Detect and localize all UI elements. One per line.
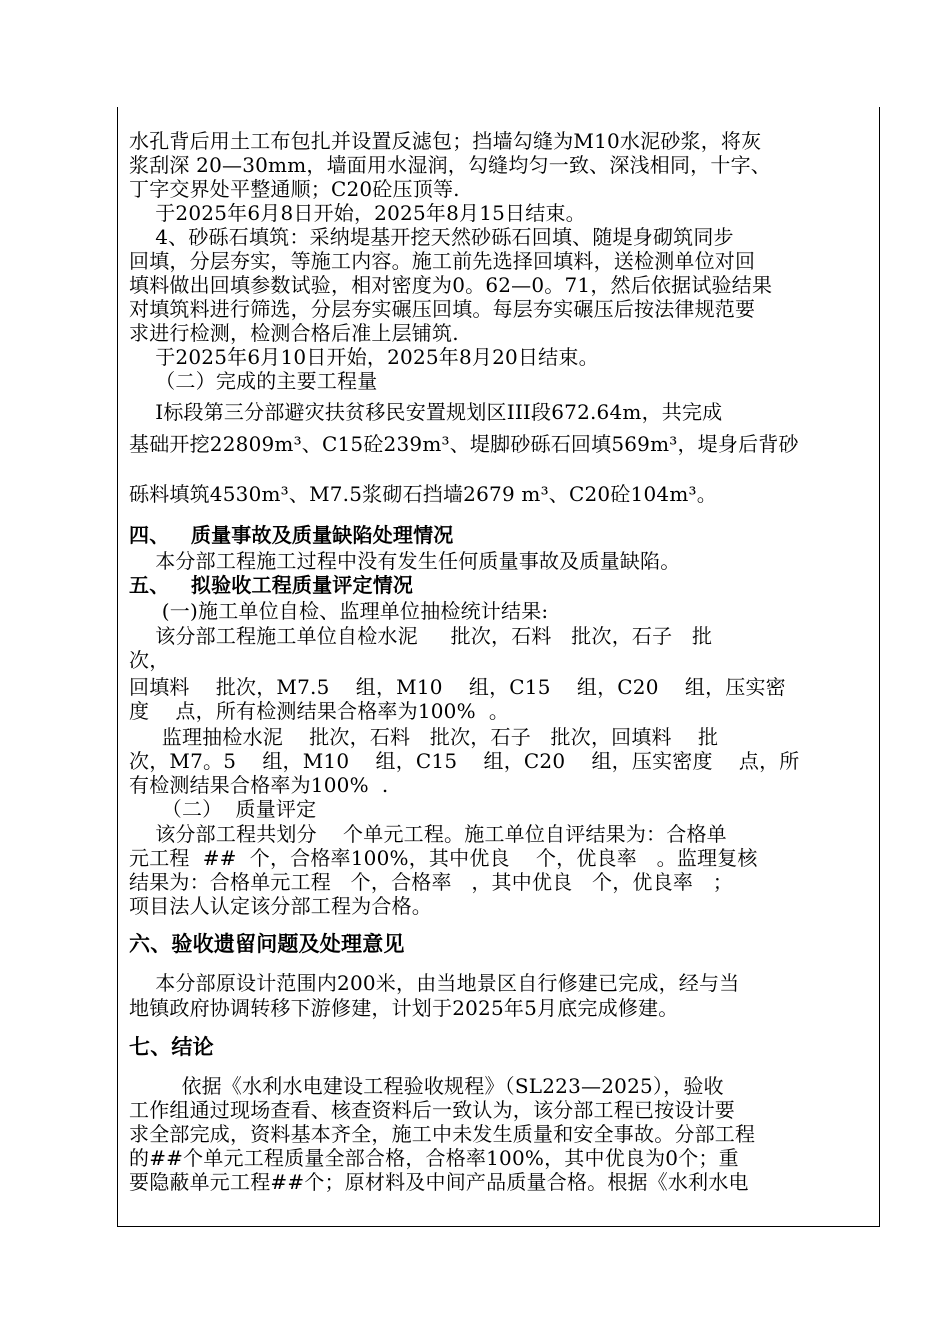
section6-heading: 六、验收遗留问题及处理意见 xyxy=(129,931,405,956)
text-line: 次，M7。5 组，M10 组，C15 组，C20 组，压实密度 点，所 xyxy=(129,749,800,773)
text-line: 本分部工程施工过程中没有发生任何质量事故及质量缺陷。 xyxy=(129,549,681,573)
text-line: 有检测结果合格率为100% . xyxy=(129,773,389,797)
text-line: (一)施工单位自检、监理单位抽检统计结果: xyxy=(129,599,549,623)
text-line: （二）完成的主要工程量 xyxy=(129,369,378,393)
text-line: 4、砂砾石填筑：采纳堤基开挖天然砂砾石回填、随堤身砌筑同步 xyxy=(129,225,734,249)
text-line: （二） 质量评定 xyxy=(129,797,317,821)
text-line: 求进行检测，检测合格后准上层铺筑. xyxy=(129,321,459,345)
text-line: 对填筑料进行筛选，分层夯实碾压回填。每层夯实碾压后按法律规范要 xyxy=(129,297,756,321)
text-line: 项目法人认定该分部工程为合格。 xyxy=(129,894,432,918)
text-line: 于2025年6月8日开始，2025年8月15日结束。 xyxy=(129,201,586,225)
text-line: 砾料填筑4530m³、M7.5浆砌石挡墙2679 m³、C20砼104m³。 xyxy=(129,482,717,506)
text-line: 该分部工程共划分 个单元工程。施工单位自评结果为：合格单 xyxy=(129,822,727,846)
section5-heading: 五、 拟验收工程质量评定情况 xyxy=(129,573,414,597)
text-line: 次， xyxy=(129,648,170,672)
section4-heading: 四、 质量事故及质量缺陷处理情况 xyxy=(129,523,454,547)
text-line: 度 点，所有检测结果合格率为100% 。 xyxy=(129,699,510,723)
text-line: I标段第三分部避灾扶贫移民安置规划区III段672.64m，共完成 xyxy=(129,400,723,424)
text-line: 监理抽检水泥 批次，石料 批次，石子 批次，回填料 批 xyxy=(129,725,719,749)
text-line: 元工程 ## 个，合格率100%，其中优良 个，优良率 。监理复核 xyxy=(129,846,758,870)
section7-heading: 七、结论 xyxy=(129,1034,214,1059)
text-line: 基础开挖22809m³、C15砼239m³、堤脚砂砾石回填569m³，堤身后背砂 xyxy=(129,432,799,456)
text-line: 本分部原设计范围内200米，由当地景区自行修建已完成，经与当 xyxy=(129,971,740,995)
text-line: 填料做出回填参数试验，相对密度为0。62—0。71，然后依据试验结果 xyxy=(129,273,773,297)
text-line: 回填，分层夯实，等施工内容。施工前先选择回填料，送检测单位对回 xyxy=(129,249,756,273)
text-line: 于2025年6月10日开始，2025年8月20日结束。 xyxy=(129,345,599,369)
text-line: 地镇政府协调转移下游修建，计划于2025年5月底完成修建。 xyxy=(129,996,679,1020)
text-line: 工作组通过现场查看、核查资料后一致认为，该分部工程已按设计要 xyxy=(129,1098,735,1122)
text-line: 该分部工程施工单位自检水泥 批次，石料 批次，石子 批 xyxy=(129,624,713,648)
text-line: 结果为：合格单元工程 个，合格率 ，其中优良 个，优良率 ； xyxy=(129,870,733,894)
text-line: 回填料 批次，M7.5 组，M10 组，C15 组，C20 组，压实密 xyxy=(129,675,786,699)
text-line: 的##个单元工程质量全部合格，合格率100%，其中优良为0个；重 xyxy=(129,1146,739,1170)
text-line: 浆刮深 20—30mm，墙面用水湿润，勾缝均匀一致、深浅相同，十字、 xyxy=(129,153,771,177)
text-line: 依据《水利水电建设工程验收规程》（SL223—2025），验收 xyxy=(129,1074,724,1098)
text-line: 要隐蔽单元工程##个；原材料及中间产品质量合格。根据《水利水电 xyxy=(129,1170,749,1194)
text-line: 求全部完成，资料基本齐全，施工中未发生质量和安全事故。分部工程 xyxy=(129,1122,756,1146)
text-line: 水孔背后用土工布包扎并设置反滤包；挡墙勾缝为M10水泥砂浆，将灰 xyxy=(129,129,762,153)
text-line: 丁字交界处平整通顺；C20砼压顶等. xyxy=(129,177,460,201)
